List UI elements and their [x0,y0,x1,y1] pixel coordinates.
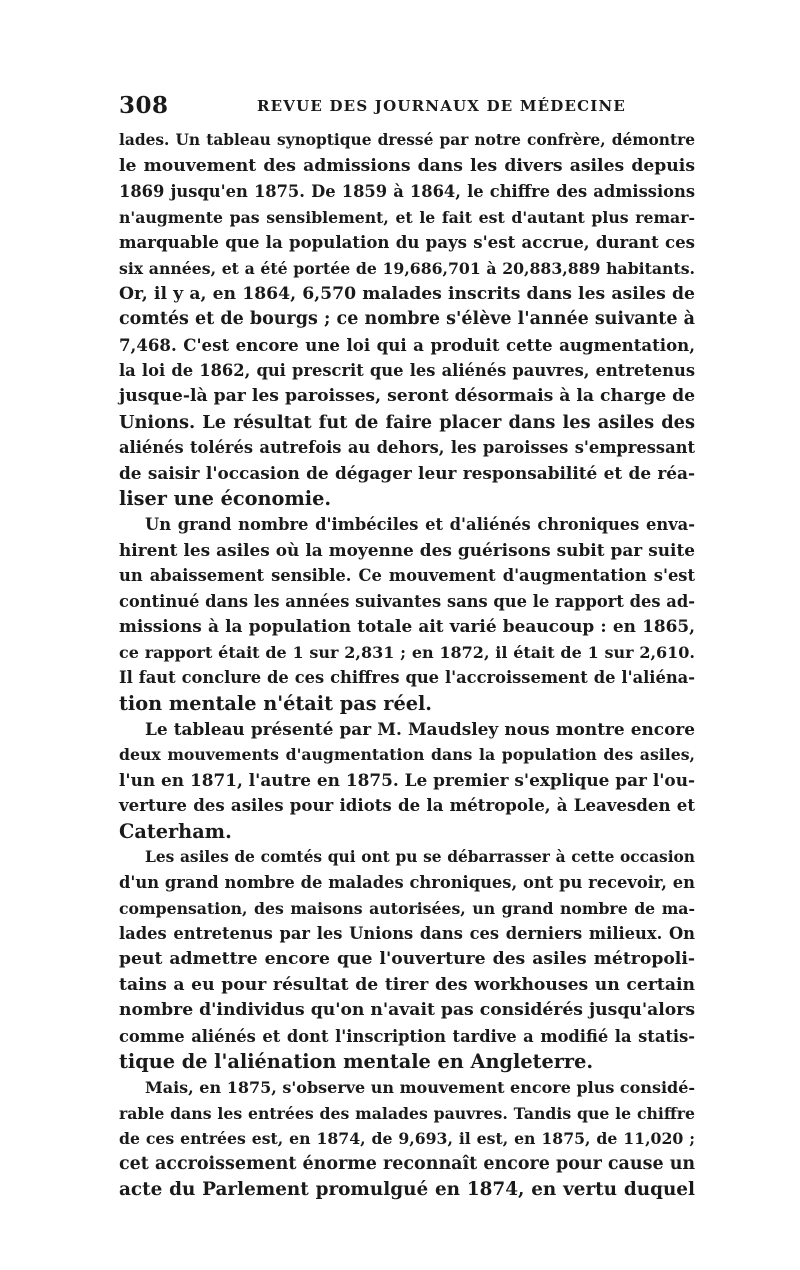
text-line: Unions. Le résultat fut de faire placer dans les asiles des [119,411,695,433]
text-line: six années, et a été portée de 19,686,701 à 20,883,889 habitants. [119,258,695,278]
text-line: comtés et de bourgs ; ce nombre s'élève l'année suivante à [119,309,695,330]
text-line: Il faut conclure de ces chiffres que l'accroissement de l'aliéna- [119,668,695,688]
running-head [119,92,694,118]
text-line: tique de l'aliénation mentale en Angleterre. [119,1050,594,1074]
text-line: marquable que la population du pays s'est accrue, durant ces [119,232,695,253]
text-line: 1869 jusqu'en 1875. De 1859 à 1864, le chiffre des admissions [119,182,695,202]
page-number: 308 [119,92,169,119]
text-line: cet accroissement énorme reconnaît encore pour cause un [119,1153,696,1174]
text-line: d'un grand nombre de malades chroniques, ont pu recevoir, en [119,873,695,893]
text-line: Caterham. [119,820,232,844]
text-line: de saisir l'occasion de dégager leur responsabilité et de réa- [119,462,695,483]
text-line: lades entretenus par les Unions dans ces derniers milieux. On [119,924,695,944]
text-line: l'un en 1871, l'autre en 1875. Le premier s'explique par l'ou- [119,769,695,790]
text-line: missions à la population totale ait varié beaucoup : en 1865, [119,616,695,637]
text-line: Les asiles de comtés qui ont pu se débarrasser à cette occasion [145,847,695,866]
text-line: comme aliénés et dont l'inscription tardive a modifié la statis- [119,1026,695,1046]
text-line: tains a eu pour résultat de tirer des workhouses un certain [119,974,695,995]
text-line: ce rapport était de 1 sur 2,831 ; en 1872, il était de 1 sur 2,610. [119,642,695,662]
text-line: le mouvement des admissions dans les divers asiles depuis [119,155,695,176]
text-line: n'augmente pas sensiblement, et le fait est d'autant plus remar- [119,207,695,227]
text-line: tion mentale n'était pas réel. [119,692,433,716]
text-line: continué dans les années suivantes sans que le rapport des ad- [119,591,695,611]
text-line: compensation, des maisons autorisées, un grand nombre de ma- [119,898,695,918]
text-line: de ces entrées est, en 1874, de 9,693, il est, en 1875, de 11,020 ; [119,1129,695,1149]
text-line: Or, il y a, en 1864, 6,570 malades inscrits dans les asiles de [119,283,695,304]
text-line: Un grand nombre d'imbéciles et d'aliénés chroniques enva- [145,514,695,534]
text-line: la loi de 1862, qui prescrit que les aliénés pauvres, entretenus [119,361,695,381]
text-line: hirent les asiles où la moyenne des guérisons subit par suite [119,539,695,560]
text-line: lades. Un tableau synoptique dressé par notre confrère, démontre [119,131,695,149]
text-line: peut admettre encore que l'ouverture des asiles métropoli- [119,949,695,969]
text-line: jusque-là par les paroisses, seront désormais à la charge de [119,385,696,406]
text-line: acte du Parlement promulgué en 1874, en vertu duquel [119,1179,695,1201]
text-line: 7,468. C'est encore une loi qui a produit cette augmentation, [119,334,695,355]
article-body [119,128,695,1203]
text-line: Le tableau présenté par M. Maudsley nous montre encore [145,718,695,739]
text-line: nombre d'individus qu'on n'avait pas considérés jusqu'alors [119,1000,695,1021]
text-line: Mais, en 1875, s'observe un mouvement encore plus considé- [145,1077,696,1097]
text-line: un abaissement sensible. Ce mouvement d'augmentation s'est [119,566,695,586]
text-line: liser une économie. [119,487,332,511]
text-line: deux mouvements d'augmentation dans la population des asiles, [119,745,695,765]
text-line: verture des asiles pour idiots de la métropole, à Leavesden et [119,795,695,816]
text-line: aliénés tolérés autrefois au dehors, les paroisses s'empressant [119,438,695,458]
journal-title: REVUE DES JOURNAUX DE MÉDECINE [257,97,627,115]
text-line: rable dans les entrées des malades pauvres. Tandis que le chiffre [119,1103,695,1123]
